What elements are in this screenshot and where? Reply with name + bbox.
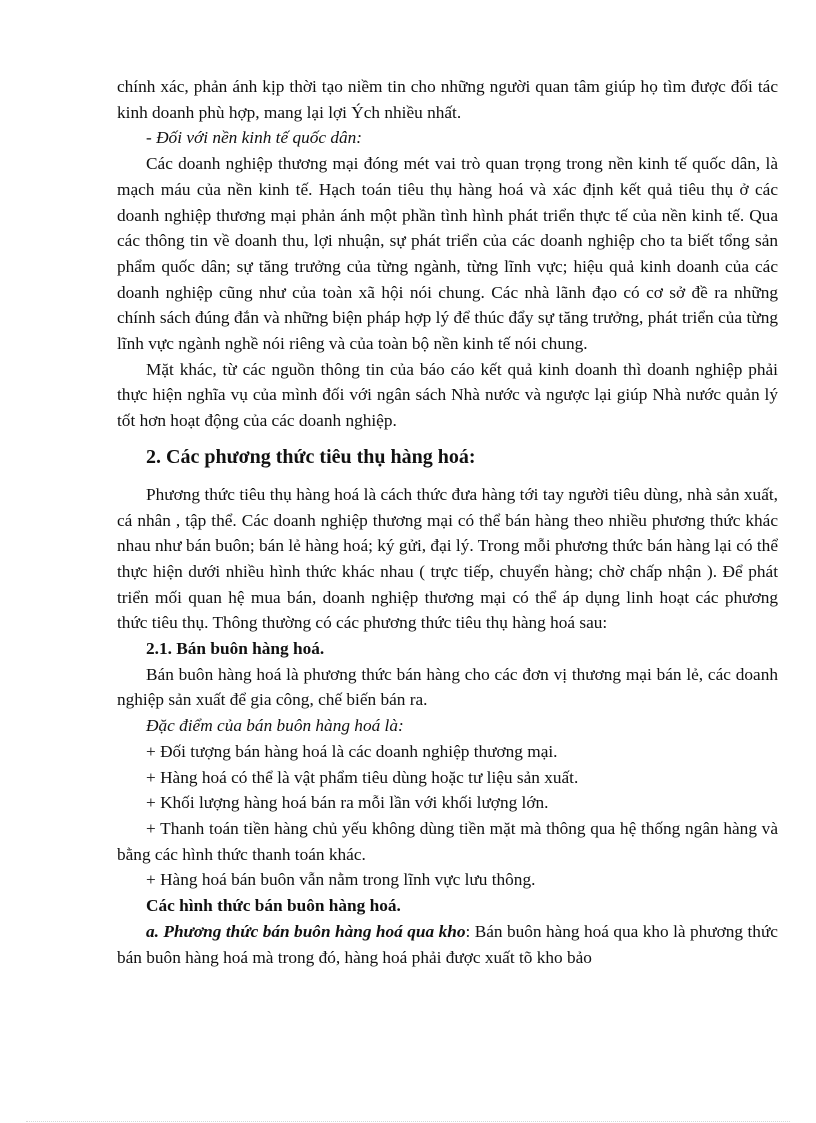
paragraph-lead-rest: : Bán buôn hàng hoá qua kho là phương thức bán buôn hàng hoá mà trong đó, hàng hoá phải được xuất tõ kho bảo xyxy=(117,921,778,967)
bullet-item: + Đối tượng bán hàng hoá là các doanh nghiệp thương mại. xyxy=(146,741,558,761)
section-heading: 2. Các phương thức tiêu thụ hàng hoá: xyxy=(146,445,476,468)
bullet-item: + Hàng hoá có thể là vật phẩm tiêu dùng hoặc tư liệu sản xuất. xyxy=(146,767,579,787)
paragraph-wholesale-features-label: Đặc điểm của bán buôn hàng hoá là: xyxy=(146,716,404,736)
bullet-item: + Hàng hoá bán buôn vẫn nằm trong lĩnh vực lưu thông. xyxy=(146,870,536,890)
paragraph-other-aspect: Mặt khác, từ các nguồn thông tin của báo cáo kết quả kinh doanh thì doanh nghiệp phải thực hiện nghĩa vụ của mình đối với ngân sách Nhà nước và ngược lại giúp Nhà nước quản lý tốt hơn hoạt động của các doanh nghiệp. xyxy=(117,359,778,431)
page-bottom-border xyxy=(26,1121,790,1122)
bullet-item: + Khối lượng hàng hoá bán ra mỗi lần với khối lượng lớn. xyxy=(146,793,549,813)
paragraph-warehouse-wholesale xyxy=(117,919,778,970)
paragraph-national-economy: Các doanh nghiệp thương mại đóng mét vai trò quan trọng trong nền kinh tế quốc dân, là mạch máu của nền kinh tế. Hạch toán tiêu thụ hàng hoá và xác định kết quả tiêu thụ ở các doanh nghiệp thương mại phản ánh một phần tình hình phát triển thực tế của nền kinh tế. Qua các thông tin về doanh thu, lợi nhuận, sự phát triển của các doanh nghiệp cho ta biết tổng sản phẩm quốc dân; sự tăng trưởng của từng ngành, từng lĩnh vực; hiệu quả kinh doanh của các doanh nghiệp cũng như của toàn xã hội nói chung. Các nhà lãnh đạo có cơ sở đề ra những chính sách đúng đắn và những biện pháp hợp lý để thúc đẩy sự tăng trưởng, phát triển của từng lĩnh vực ngành nghề nói riêng và của toàn bộ nền kinh tế nói chung. xyxy=(117,154,778,354)
bullet-item: + Thanh toán tiền hàng chủ yếu không dùng tiền mặt mà thông qua hệ thống ngân hàng và bằng các hình thức thanh toán khác. xyxy=(117,818,778,864)
paragraph-sales-methods: Phương thức tiêu thụ hàng hoá là cách thức đưa hàng tới tay người tiêu dùng, nhà sản xuất, cá nhân , tập thể. Các doanh nghiệp thương mại có thể bán hàng theo nhiều phương thức khác nhau như bán buôn; bán lẻ hàng hoá; ký gửi, đại lý. Trong mỗi phương thức bán hàng lại có thể thực hiện dưới nhiều hình thức khác nhau ( trực tiếp, chuyển hàng; chờ chấp nhận ). Để phát triển mối quan hệ mua bán, doanh nghiệp thương mại có thể áp dụng linh hoạt các phương thức tiêu thụ. Thông thường có các phương thức tiêu thụ hàng hoá sau: xyxy=(117,484,778,633)
section-label-national-economy: - Đối với nền kinh tế quốc dân: xyxy=(146,128,363,148)
document-page xyxy=(117,74,778,970)
subsection-heading: 2.1. Bán buôn hàng hoá. xyxy=(146,639,325,659)
paragraph-lead-term: a. Phương thức bán buôn hàng hoá qua kho xyxy=(146,921,466,941)
paragraph-wholesale-definition: Bán buôn hàng hoá là phương thức bán hàng cho các đơn vị thương mại bán lẻ, các doanh nghiệp sản xuất để gia công, chế biến bán ra. xyxy=(117,664,778,710)
paragraph-continuation: chính xác, phản ánh kịp thời tạo niềm tin cho những người quan tâm giúp họ tìm được đối tác kinh doanh phù hợp, mang lại lợi Ých nhiều nhất. xyxy=(117,77,778,122)
paragraph-wholesale-forms-heading: Các hình thức bán buôn hàng hoá. xyxy=(146,896,401,916)
